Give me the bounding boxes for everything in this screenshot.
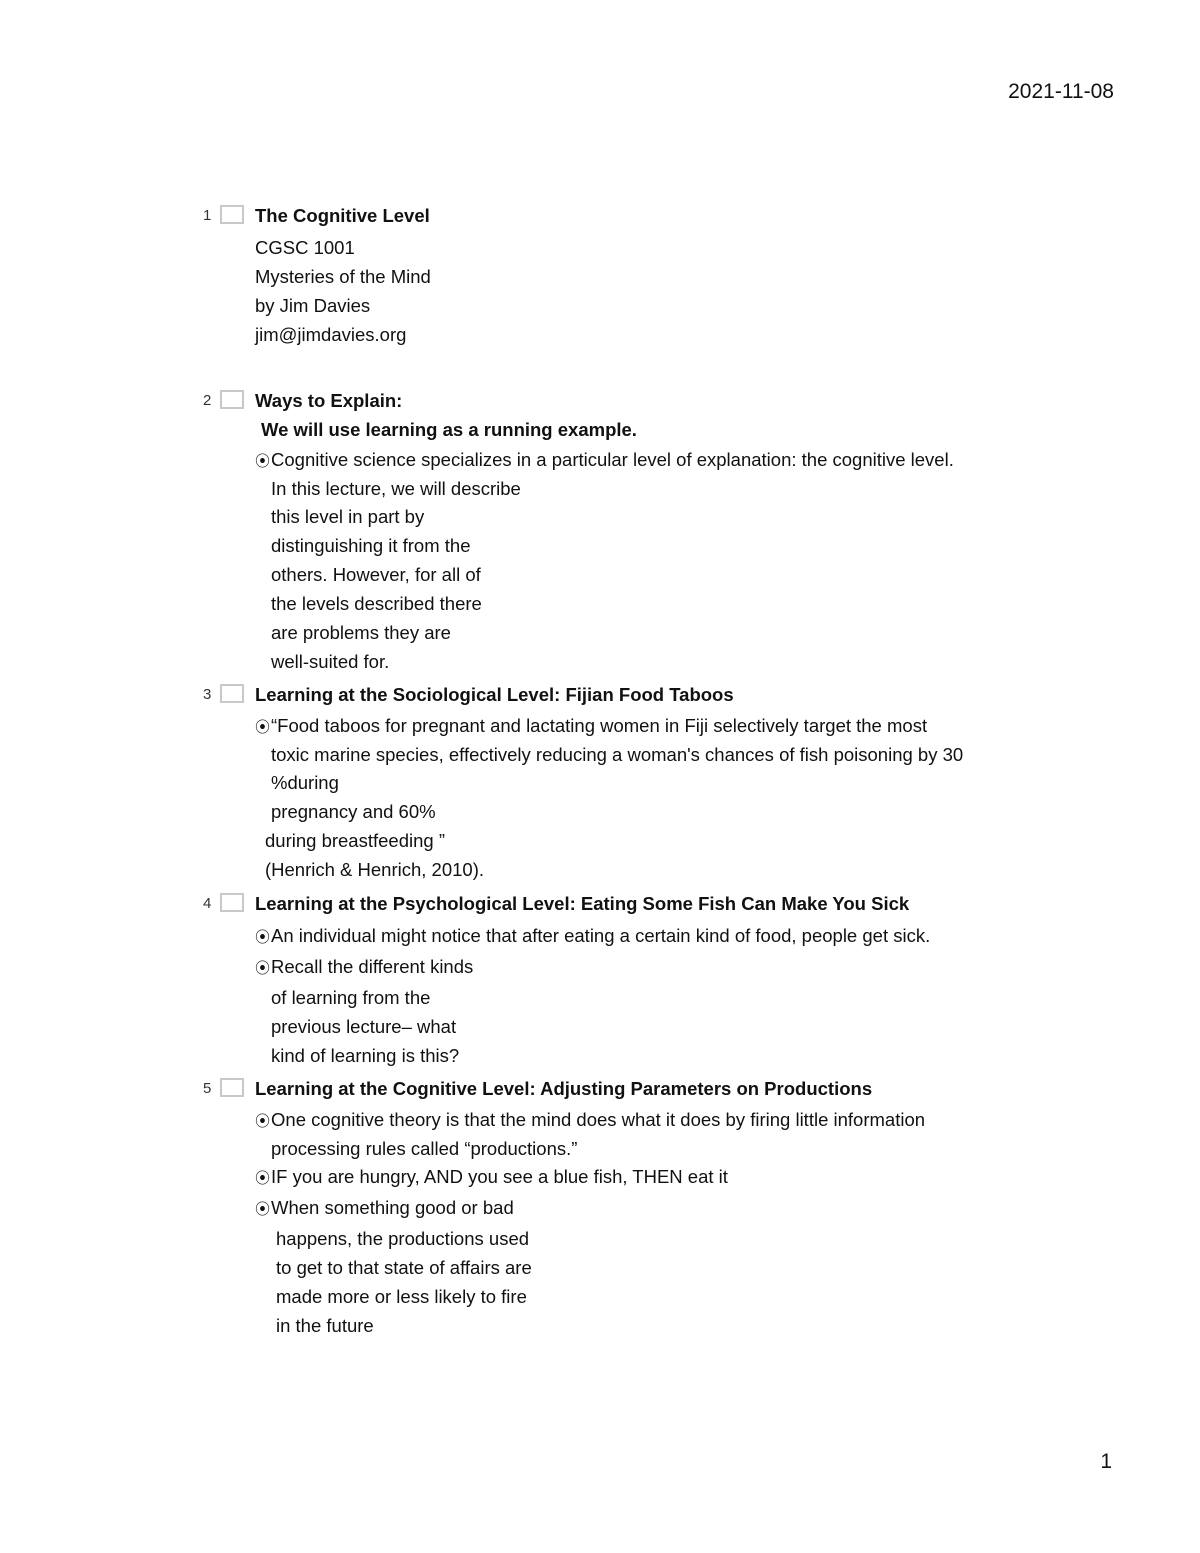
bullet-icon: [255, 925, 271, 946]
bullet-continuation: toxic marine species, effectively reducing a woman's chances of fish poisoning by 30: [271, 744, 964, 765]
slide-number: 3: [203, 686, 212, 703]
slide-title: Learning at the Sociological Level: Fijian Food Taboos: [255, 684, 734, 705]
bullet-icon: [255, 1197, 271, 1218]
bullet-icon: [255, 956, 271, 977]
course-name: Mysteries of the Mind: [255, 266, 431, 287]
slide-thumbnail-box: [220, 1078, 244, 1097]
slide-1: [203, 205, 1023, 349]
bullet-continuation: are problems they are: [271, 622, 451, 643]
bullet-text: Cognitive science specializes in a particular level of explanation: the cognitive level.: [271, 449, 954, 470]
author-email: jim@jimdavies.org: [255, 324, 407, 345]
bullet-continuation: this level in part by: [271, 506, 425, 527]
bullet-continuation: happens, the productions used: [276, 1228, 530, 1249]
bullet-continuation: well-suited for.: [271, 651, 390, 672]
bullet-continuation: pregnancy and 60%: [271, 801, 436, 822]
bullet-text: One cognitive theory is that the mind does what it does by firing little information: [271, 1109, 926, 1130]
bullet-text: IF you are hungry, AND you see a blue fish, THEN eat it: [271, 1166, 728, 1187]
bullet-continuation: during breastfeeding ”: [265, 830, 445, 851]
slide-5: [203, 1078, 1023, 1340]
bullet-continuation: made more or less likely to fire: [276, 1286, 527, 1307]
bullet-continuation: In this lecture, we will describe: [271, 478, 521, 499]
bullet-continuation: distinguishing it from the: [271, 535, 471, 556]
bullet-continuation: to get to that state of affairs are: [276, 1257, 532, 1278]
slide-3: [203, 684, 1023, 884]
bullet-text: “Food taboos for pregnant and lactating women in Fiji selectively target the most: [271, 715, 928, 736]
course-code: CGSC 1001: [255, 237, 355, 258]
slide-title: Learning at the Psychological Level: Eating Some Fish Can Make You Sick: [255, 893, 910, 914]
slide-number: 5: [203, 1080, 212, 1097]
header-date: 2021-11-08: [1008, 80, 1114, 103]
slide-title: Ways to Explain:: [255, 390, 403, 411]
bullet-icon: [255, 715, 271, 736]
citation: (Henrich & Henrich, 2010).: [265, 859, 485, 880]
slide-title: Learning at the Cognitive Level: Adjusting Parameters on Productions: [255, 1078, 873, 1099]
bullet-continuation: kind of learning is this?: [271, 1045, 460, 1066]
slide-subtitle: We will use learning as a running example.: [261, 419, 637, 440]
slide-thumbnail-box: [220, 893, 244, 912]
slide-number: 4: [203, 895, 212, 912]
bullet-text: An individual might notice that after eating a certain kind of food, people get sick.: [271, 925, 931, 946]
slide-number: 1: [203, 207, 212, 224]
slide-2: [203, 390, 1023, 676]
bullet-continuation: of learning from the: [271, 987, 431, 1008]
page-number: 1: [1100, 1450, 1112, 1473]
slide-4: [203, 893, 1023, 1070]
bullet-continuation: others. However, for all of: [271, 564, 481, 585]
bullet-text: When something good or bad: [271, 1197, 514, 1218]
author: by Jim Davies: [255, 295, 371, 316]
slide-title: The Cognitive Level: [255, 205, 430, 226]
slide-thumbnail-box: [220, 390, 244, 409]
bullet-icon: [255, 1166, 271, 1187]
bullet-continuation: processing rules called “productions.”: [271, 1138, 578, 1159]
bullet-text: Recall the different kinds: [271, 956, 474, 977]
bullet-continuation: previous lecture– what: [271, 1016, 457, 1037]
bullet-continuation: in the future: [276, 1315, 374, 1336]
slide-thumbnail-box: [220, 205, 244, 224]
bullet-icon: [255, 1109, 271, 1130]
slide-thumbnail-box: [220, 684, 244, 703]
slide-number: 2: [203, 392, 212, 409]
bullet-continuation: the levels described there: [271, 593, 482, 614]
bullet-icon: [255, 449, 271, 470]
bullet-continuation: %during: [271, 772, 339, 793]
